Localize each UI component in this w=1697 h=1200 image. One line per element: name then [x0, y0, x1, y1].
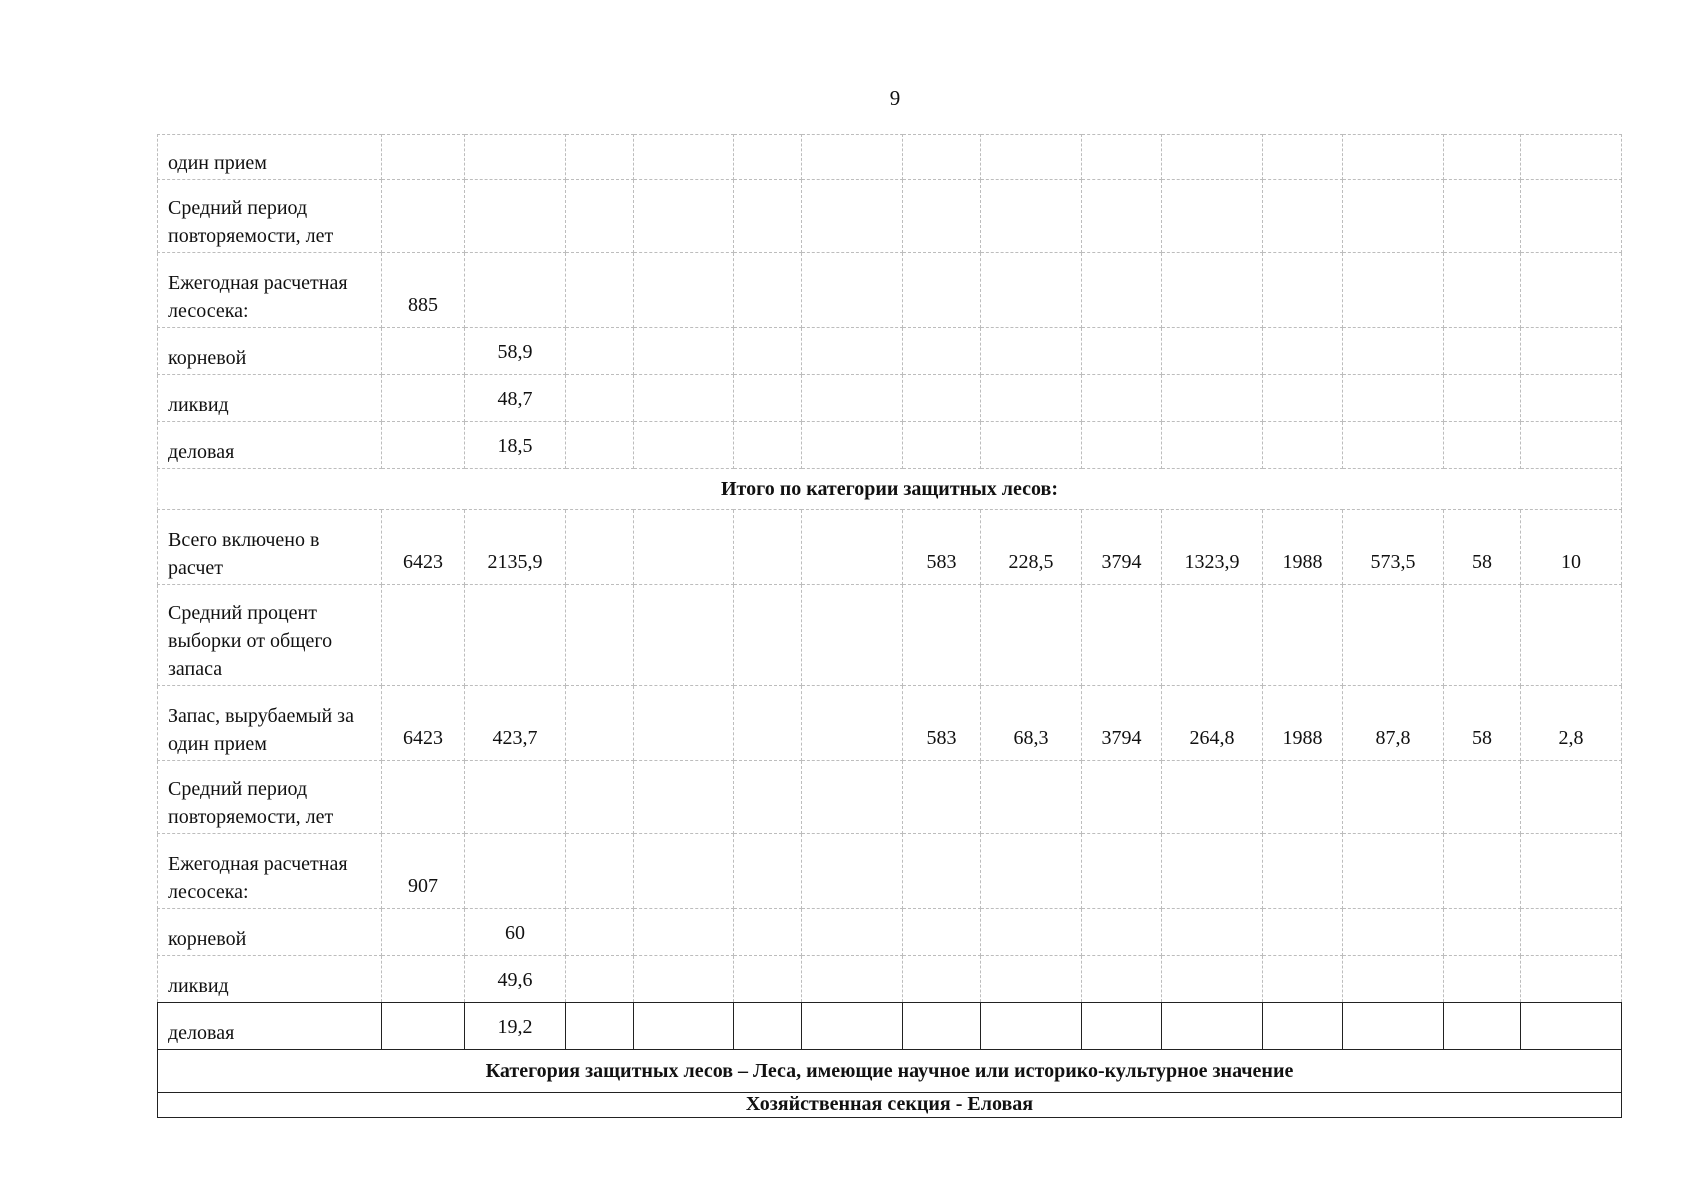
cell-value [802, 510, 903, 585]
table-row-liquid [158, 956, 1622, 1003]
cell-value: 49,6 [465, 956, 566, 1003]
table-row-total [158, 510, 1622, 585]
table-row-business [158, 422, 1622, 469]
row-label: Ежегодная расчетная лесосека: [158, 253, 382, 328]
row-label: деловая [158, 422, 382, 469]
cell-value: 2,8 [1521, 686, 1622, 761]
row-label: деловая [158, 1003, 382, 1050]
cell-value: 58,9 [465, 328, 566, 375]
table-row-annual [158, 834, 1622, 909]
table-row-period [158, 761, 1622, 834]
category-heading: Категория защитных лесов – Леса, имеющие научное или историко-культурное значение [158, 1050, 1622, 1093]
page-number: 9 [889, 86, 901, 110]
cell-value [634, 686, 734, 761]
category-heading-row [158, 1050, 1622, 1093]
table-row-stock [158, 686, 1622, 761]
row-label: один прием [158, 135, 382, 180]
table-row-percent [158, 585, 1622, 686]
forest-cutting-table [157, 134, 1622, 1118]
cell-value: 58 [1444, 686, 1521, 761]
cell-value: 573,5 [1343, 510, 1444, 585]
table-row-root [158, 328, 1622, 375]
cell-value [802, 686, 903, 761]
section-heading: Хозяйственная секция - Еловая [158, 1093, 1622, 1118]
cell-value: 87,8 [1343, 686, 1444, 761]
cell-value: 18,5 [465, 422, 566, 469]
cell-value: 885 [382, 253, 465, 328]
cell-value: 583 [903, 686, 981, 761]
table-row-once [158, 135, 1622, 180]
row-label: ликвид [158, 375, 382, 422]
cell-value: 2135,9 [465, 510, 566, 585]
section-heading-row [158, 1093, 1622, 1118]
table-row-period [158, 180, 1622, 253]
cell-value: 19,2 [465, 1003, 566, 1050]
row-label: корневой [158, 328, 382, 375]
row-label: Средний период повторяемости, лет [158, 761, 382, 834]
row-label: корневой [158, 909, 382, 956]
cell-value: 1323,9 [1162, 510, 1263, 585]
cell-value: 423,7 [465, 686, 566, 761]
row-label: Ежегодная расчетная лесосека: [158, 834, 382, 909]
table-row-business [158, 1003, 1622, 1050]
total-heading: Итого по категории защитных лесов: [158, 469, 1622, 510]
cell-value: 3794 [1082, 686, 1162, 761]
cell-value: 68,3 [981, 686, 1082, 761]
row-label: Всего включено в расчет [158, 510, 382, 585]
cell-value: 60 [465, 909, 566, 956]
cell-value: 1988 [1263, 686, 1343, 761]
row-label: ликвид [158, 956, 382, 1003]
cell-value: 228,5 [981, 510, 1082, 585]
cell-value [734, 686, 802, 761]
row-label: Средний период повторяемости, лет [158, 180, 382, 253]
row-label: Запас, вырубаемый за один прием [158, 686, 382, 761]
cell-value [566, 686, 634, 761]
cell-value [634, 510, 734, 585]
cell-value [734, 510, 802, 585]
cell-value: 583 [903, 510, 981, 585]
cell-value: 1988 [1263, 510, 1343, 585]
total-heading-row [158, 469, 1622, 510]
cell-value: 907 [382, 834, 465, 909]
table-row-root [158, 909, 1622, 956]
row-label: Средний процент выборки от общего запаса [158, 585, 382, 686]
cell-value: 3794 [1082, 510, 1162, 585]
table-row-liquid [158, 375, 1622, 422]
cell-value: 10 [1521, 510, 1622, 585]
cell-value: 6423 [382, 510, 465, 585]
cell-value: 264,8 [1162, 686, 1263, 761]
cell-value: 6423 [382, 686, 465, 761]
cell-value [566, 510, 634, 585]
table-row-annual [158, 253, 1622, 328]
cell-value: 48,7 [465, 375, 566, 422]
cell-value: 58 [1444, 510, 1521, 585]
